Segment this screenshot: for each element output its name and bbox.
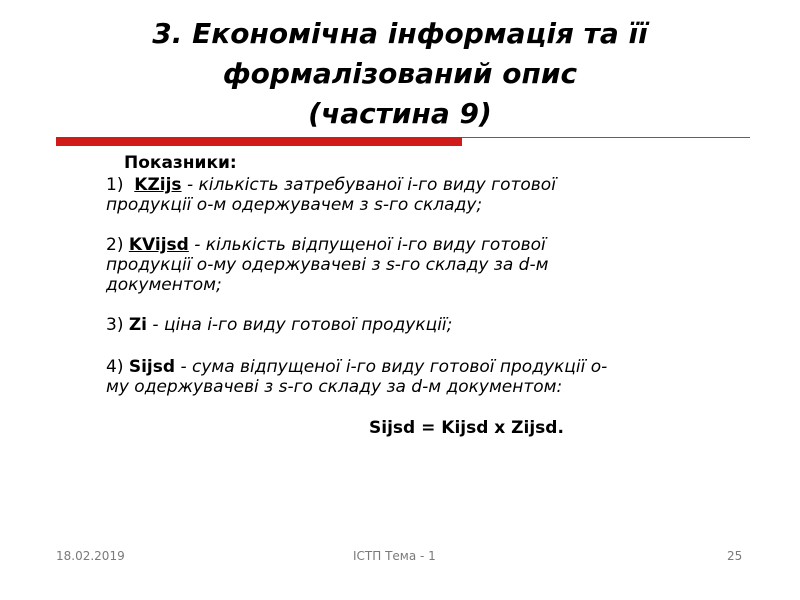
slide-title-line-2: формалізований опис <box>222 57 578 90</box>
list-item-2-line-2: продукції о-му одержувачеві з s-го складу за d-м <box>106 255 549 275</box>
footer-date: 18.02.2019 <box>56 549 125 563</box>
list-item-2-term: KVijsd <box>128 235 189 255</box>
title-underline-thick <box>56 137 462 146</box>
list-item-4-number: 4) <box>106 357 124 377</box>
list-item-1-line-2: продукції о-м одержувачем з s-го складу; <box>106 195 483 215</box>
formula: Sijsd = Kijsd x Zijsd. <box>369 418 564 438</box>
slide-title <box>0 14 800 134</box>
list-item-2 <box>106 235 546 255</box>
list-item-4-description: - сума відпущеної і-го виду готової продукції о- <box>175 357 608 377</box>
list-item-4-term: Sijsd <box>128 357 176 377</box>
list-item-3-term: Zi <box>128 315 148 335</box>
list-item-1-number: 1) <box>106 175 124 195</box>
list-item-1 <box>106 175 556 195</box>
list-item-1-description: - кількість затребуваної і-го виду готової <box>181 175 556 195</box>
slide-number: 25 <box>727 549 743 563</box>
footer-center-text: ІСТП Тема - 1 <box>353 549 436 563</box>
list-item-4-line-2: му одержувачеві з s-го складу за d-м документом: <box>106 377 563 397</box>
list-item-3-number: 3) <box>106 315 124 335</box>
list-item-1-term: KZijs <box>134 175 182 195</box>
list-item-2-line-3: документом; <box>106 275 222 295</box>
list-item-3 <box>106 315 452 335</box>
list-item-4 <box>106 357 607 377</box>
list-item-2-number: 2) <box>106 235 124 255</box>
list-item-3-description: - ціна і-го виду готової продукції; <box>147 315 453 335</box>
slide-title-line-3: (частина 9) <box>308 97 492 130</box>
list-item-2-description: - кількість відпущеної і-го виду готової <box>188 235 546 255</box>
indicators-heading: Показники: <box>124 153 237 173</box>
slide-title-line-1: 3. Економічна інформація та її <box>152 17 648 50</box>
